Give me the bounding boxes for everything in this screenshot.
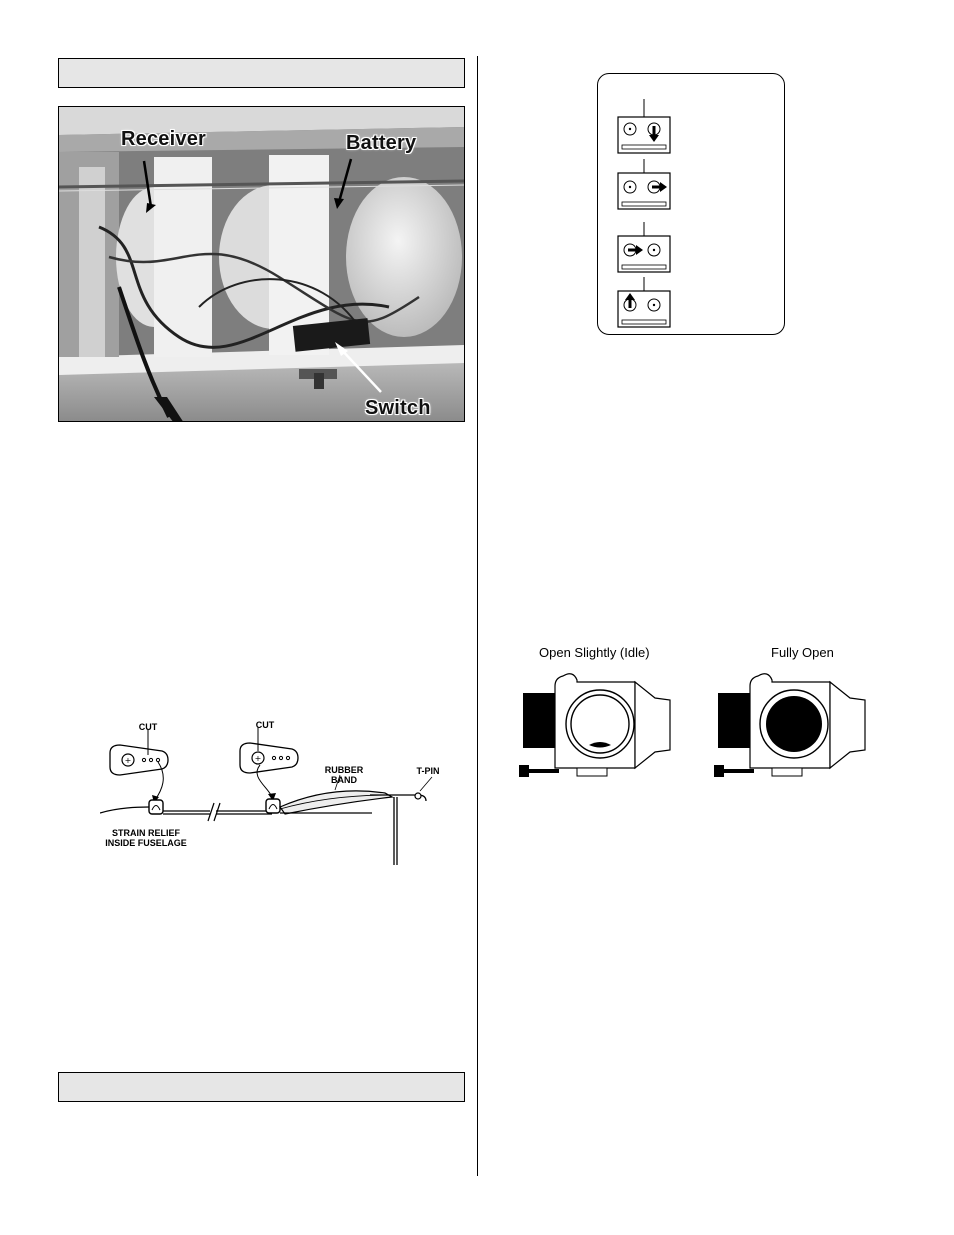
cut-label-right: CUT <box>255 720 275 730</box>
receiver-label: Receiver <box>121 128 206 150</box>
fuselage-photo <box>58 106 465 422</box>
throttle-full-caption: Fully Open <box>771 645 834 660</box>
carburetor-idle-drawing <box>515 668 675 783</box>
t-pin-label: T-PIN <box>416 766 440 776</box>
rubber-band-label: RUBBER BAND <box>324 765 364 785</box>
throttle-idle-caption: Open Slightly (Idle) <box>539 645 650 660</box>
carburetor-idle-diagram <box>515 668 675 783</box>
column-divider <box>477 56 478 1176</box>
switch-label: Switch <box>365 397 431 419</box>
transmitter-diagram-drawing <box>598 74 784 334</box>
carburetor-full-diagram <box>710 668 870 783</box>
carburetor-full-drawing <box>710 668 870 783</box>
section-header-bar-bottom <box>58 1072 465 1102</box>
svg-text:+: + <box>124 756 132 765</box>
strain-relief-label: STRAIN RELIEF INSIDE FUSELAGE <box>105 828 187 848</box>
pushrod-diagram <box>100 715 450 870</box>
cut-label-left: CUT <box>138 722 158 732</box>
transmitter-diagram <box>597 73 785 335</box>
svg-text:+: + <box>254 754 262 763</box>
section-header-bar-top <box>58 58 465 88</box>
battery-label: Battery <box>346 132 417 154</box>
